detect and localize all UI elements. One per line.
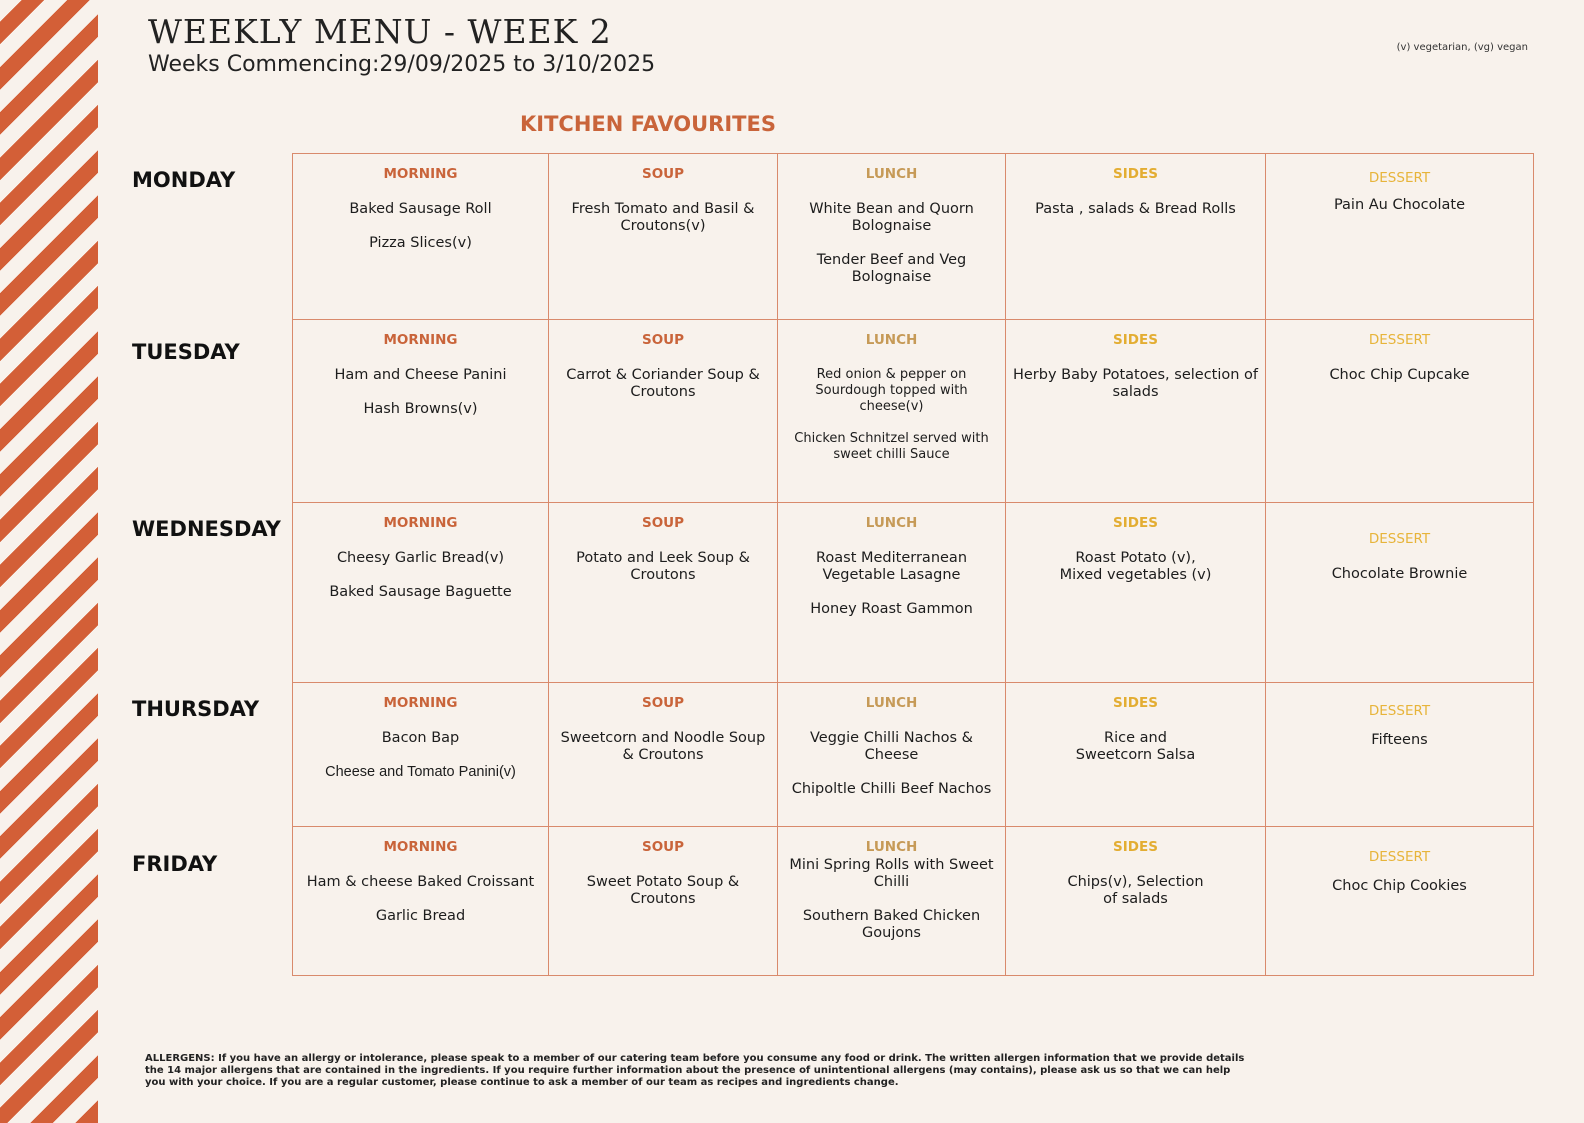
menu-item: Roast Mediterranean Vegetable Lasagne [815,550,968,583]
menu-item: Chips(v), Selection of salads [1067,874,1204,907]
menu-item: Garlic Bread [375,908,466,924]
menu-item: Roast Potato (v), Mixed vegetables (v) [1059,550,1212,583]
menu-item: Rice and Sweetcorn Salsa [1075,730,1196,763]
menu-item: Southern Baked Chicken Goujons [802,908,981,941]
menu-item: Chipoltle Chilli Beef Nachos [791,781,992,797]
category-label-dessert: DESSERT [1368,849,1431,865]
menu-cell-soup [549,683,778,827]
day-label-thursday: THURSDAY [132,697,260,721]
menu-grid [292,153,1534,976]
day-label-friday: FRIDAY [132,852,218,876]
category-label-dessert: DESSERT [1368,332,1431,348]
menu-cell-lunch [778,320,1006,503]
category-label-dessert: DESSERT [1368,170,1431,186]
menu-item: Herby Baby Potatoes, selection of salads [1012,367,1259,400]
category-label-morning: MORNING [383,332,458,348]
menu-cell-lunch [778,683,1006,827]
category-label-morning: MORNING [383,839,458,855]
day-label-wednesday: WEDNESDAY [132,517,281,541]
category-label-soup: SOUP [641,839,685,855]
menu-cell-sides [1006,827,1266,976]
menu-row-wednesday [293,503,1534,683]
menu-item: Cheese and Tomato Panini(v) [325,764,516,780]
menu-item: Chicken Schnitzel served with sweet chilli Sauce [794,431,989,462]
menu-cell-sides [1006,503,1266,683]
day-label-tuesday: TUESDAY [132,340,240,364]
menu-cell-dessert [1266,154,1534,320]
category-label-sides: SIDES [1113,332,1158,348]
allergen-notice: ALLERGENS: If you have an allergy or intolerance, please speak to a member of our catering team before you consume any food or drink. The written allergen information that we provide details the 14 major allergens that are contained in the ingredients. If you require further information about the presence of unintentional allergens (may contains), please ask us so that we can help you with your choice. If you are a regular customer, please continue to ask a member of our team as recipes and ingredients change. [145,1053,1245,1088]
menu-item: Sweetcorn and Noodle Soup & Croutons [560,730,766,763]
diet-legend: (v) vegetarian, (vg) vegan [1396,42,1528,53]
menu-item: Baked Sausage Baguette [329,584,512,600]
menu-item: Honey Roast Gammon [810,601,973,617]
menu-item: Baked Sausage Roll [349,201,492,217]
category-label-sides: SIDES [1113,839,1158,855]
menu-item: Choc Chip Cupcake [1329,367,1470,383]
menu-cell-morning [293,683,549,827]
menu-item: Potato and Leek Soup & Croutons [576,550,750,583]
menu-item: Mini Spring Rolls with Sweet Chilli [789,857,994,890]
category-label-soup: SOUP [641,166,685,182]
menu-cell-soup [549,503,778,683]
category-label-dessert: DESSERT [1368,531,1431,547]
menu-item: Red onion & pepper on Sourdough topped with cheese(v) [815,367,968,414]
category-label-sides: SIDES [1113,515,1158,531]
category-label-morning: MORNING [383,695,458,711]
menu-cell-morning [293,320,549,503]
category-label-lunch: LUNCH [865,332,918,348]
menu-item: Pizza Slices(v) [369,235,472,251]
category-label-soup: SOUP [641,695,685,711]
category-label-sides: SIDES [1113,695,1158,711]
category-label-morning: MORNING [383,515,458,531]
category-label-lunch: LUNCH [865,695,918,711]
menu-cell-dessert [1266,320,1534,503]
date-range: Weeks Commencing:29/09/2025 to 3/10/2025 [148,52,656,77]
menu-cell-dessert [1266,503,1534,683]
menu-item: Chocolate Brownie [1331,566,1468,582]
menu-cell-lunch [778,827,1006,976]
menu-row-tuesday [293,320,1534,503]
menu-cell-soup [549,320,778,503]
category-label-sides: SIDES [1113,166,1158,182]
menu-cell-morning [293,503,549,683]
menu-item: White Bean and Quorn Bolognaise [809,201,974,234]
menu-cell-morning [293,827,549,976]
menu-cell-soup [549,154,778,320]
category-label-soup: SOUP [641,332,685,348]
section-heading: KITCHEN FAVOURITES [520,112,776,136]
menu-item: Fifteens [1371,732,1428,748]
category-label-soup: SOUP [641,515,685,531]
menu-cell-dessert [1266,683,1534,827]
menu-item: Ham & cheese Baked Croissant [306,874,535,890]
menu-cell-lunch [778,503,1006,683]
menu-item: Ham and Cheese Panini [334,367,507,383]
menu-cell-dessert [1266,827,1534,976]
decorative-stripes [0,0,98,1123]
menu-item: Cheesy Garlic Bread(v) [336,550,505,566]
menu-row-monday [293,154,1534,320]
menu-cell-sides [1006,154,1266,320]
menu-row-friday [293,827,1534,976]
menu-item: Tender Beef and Veg Bolognaise [816,252,967,285]
menu-item: Choc Chip Cookies [1332,878,1467,894]
menu-cell-soup [549,827,778,976]
category-label-lunch: LUNCH [865,515,918,531]
category-label-lunch: LUNCH [865,839,918,855]
menu-row-thursday [293,683,1534,827]
day-label-monday: MONDAY [132,168,236,192]
menu-item: Sweet Potato Soup & Croutons [586,874,740,907]
menu-cell-sides [1006,683,1266,827]
category-label-morning: MORNING [383,166,458,182]
menu-item: Pasta , salads & Bread Rolls [1035,201,1236,217]
menu-item: Veggie Chilli Nachos & Cheese [810,730,973,763]
category-label-lunch: LUNCH [865,166,918,182]
page-title: WEEKLY MENU - WEEK 2 [148,12,612,51]
menu-cell-morning [293,154,549,320]
menu-cell-lunch [778,154,1006,320]
menu-item: Fresh Tomato and Basil & Croutons(v) [571,201,755,234]
menu-item: Bacon Bap [381,730,460,746]
menu-cell-sides [1006,320,1266,503]
menu-item: Hash Browns(v) [363,401,478,417]
category-label-dessert: DESSERT [1368,703,1431,719]
menu-item: Carrot & Coriander Soup & Croutons [566,367,760,400]
menu-item: Pain Au Chocolate [1333,197,1466,213]
